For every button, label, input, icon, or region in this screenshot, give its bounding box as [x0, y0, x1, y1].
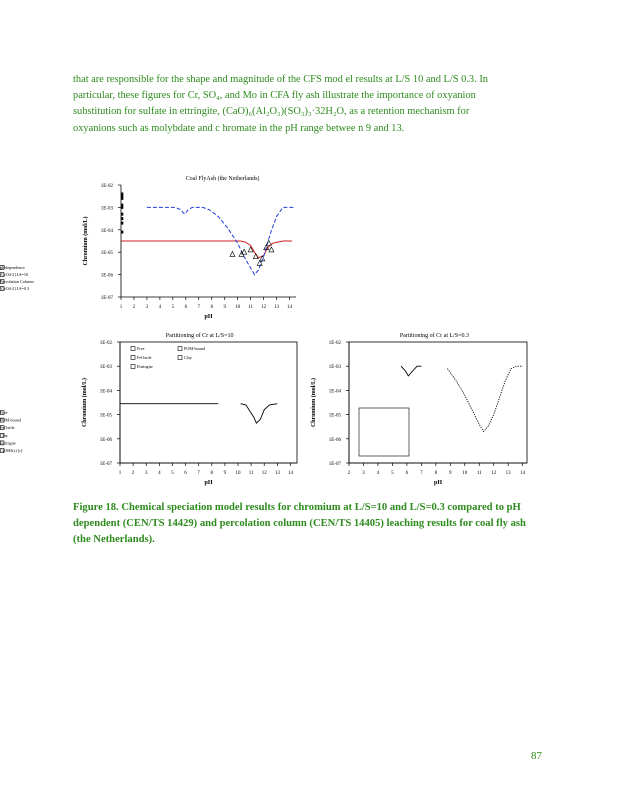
x-tick-label: 12: [261, 305, 267, 310]
legend-label: FeOxide: [0, 425, 15, 431]
y-tick-label: 1E-05: [100, 251, 113, 257]
y-tick-label: 1E-04: [100, 228, 113, 234]
data-point-ph-dependence: [121, 222, 123, 225]
y-tick-label: 1E-07: [99, 462, 112, 467]
data-point-ph-dependence: [121, 217, 123, 220]
legend-label: Free: [137, 346, 145, 351]
series-line: [121, 241, 292, 258]
legend-label: [CrO4-2] LS=10: [0, 272, 29, 277]
y-tick-label: 1E-05: [99, 413, 112, 419]
y-tick-label: 1E-02: [99, 341, 112, 346]
legend-label: Clay: [184, 355, 192, 360]
x-tick-label: 10: [462, 471, 468, 476]
x-tick-label: 14: [287, 305, 293, 310]
y-tick-label: 1E-06: [100, 273, 113, 279]
x-tick-label: 3: [362, 471, 365, 476]
x-tick-label: 8: [434, 471, 438, 476]
legend-label: Clay: [0, 432, 8, 438]
plot-frame: [120, 342, 297, 463]
series-line: [241, 404, 278, 423]
chart-title: Partitioning of Cr at L/S=10: [165, 333, 234, 339]
x-tick-label: 11: [248, 471, 254, 476]
y-tick-label: 1E-07: [328, 462, 341, 467]
x-tick-label: 7: [420, 471, 423, 476]
legend-marker: [178, 347, 182, 351]
legend-label: POM-bound: [0, 417, 21, 423]
x-tick-label: 3: [145, 305, 149, 310]
x-tick-label: 13: [274, 471, 280, 476]
legend-label: Ettringite: [0, 440, 16, 446]
x-tick-label: 3: [144, 471, 148, 476]
x-tick-label: 13: [274, 305, 280, 310]
y-tick-label: 1E-03: [100, 206, 113, 212]
legend-frame: [359, 408, 409, 456]
legend-label: CrOH3(s) [c]: [0, 448, 23, 453]
legend-label: Free: [0, 410, 8, 415]
x-tick-label: 5: [171, 471, 174, 476]
caption-line: dependent (CEN/TS 14429) and percolation column (CEN/TS 14405) leaching results for coal fly ash: [73, 518, 526, 529]
x-tick-label: 6: [184, 305, 188, 310]
x-tick-label: 4: [158, 471, 161, 476]
y-tick-label: 1E-02: [328, 341, 341, 346]
x-tick-label: 1: [118, 471, 122, 476]
y-tick-label: 1E-05: [328, 413, 341, 419]
x-tick-label: 11: [248, 305, 254, 310]
legend-label: POM-bound: [184, 346, 205, 351]
x-tick-label: 13: [505, 471, 511, 476]
y-tick-label: 1E-06: [99, 437, 112, 443]
caption-line: (the Netherlands).: [73, 534, 155, 545]
series-line: [401, 366, 421, 376]
x-axis-label: pH: [433, 480, 443, 486]
legend-marker: [131, 365, 135, 369]
chart-title: Partitioning of Cr at L/S=0.3: [399, 333, 470, 339]
paragraph-line: particular, these figures for Cr, SO₄, and Mo in CFA fly ash illustrate the importance of oxyanion: [73, 90, 476, 102]
data-point-ph-dependence: [121, 231, 123, 234]
x-tick-label: 5: [391, 471, 394, 476]
x-tick-label: 5: [171, 305, 175, 310]
paragraph-line: that are responsible for the shape and magnitude of the CFS mod el results at L/S 10 and L/S 0.3. In: [73, 74, 488, 85]
data-point-percolation: [230, 251, 235, 256]
y-tick-label: 1E-03: [99, 365, 112, 371]
y-tick-label: 1E-06: [328, 437, 341, 443]
x-axis-label: pH: [204, 314, 213, 320]
x-tick-label: 9: [223, 471, 227, 476]
x-tick-label: 12: [261, 471, 267, 476]
y-axis-label: Chromium (mol/L): [311, 377, 317, 428]
x-tick-label: 11: [476, 471, 482, 476]
figure-caption: [73, 500, 543, 548]
legend-marker: [131, 347, 135, 351]
x-tick-label: 10: [235, 305, 241, 310]
legend-label: pHdependence: [0, 265, 25, 270]
chart-coal-fly-ash: [0, 175, 296, 320]
legend: [0, 265, 35, 291]
x-tick-label: 14: [287, 471, 293, 476]
chart-title: Coal FlyAsh (the Netherlands): [185, 176, 260, 182]
y-tick-label: 1E-02: [100, 184, 113, 189]
legend-label: [CrO4-2] LS=0.3: [0, 286, 30, 291]
x-tick-label: 1: [119, 305, 123, 310]
chart-partitioning-ls10: [81, 332, 297, 486]
series-line: [447, 366, 522, 431]
legend: [0, 408, 409, 456]
page-number: 87: [531, 750, 542, 762]
data-point-ph-dependence: [121, 197, 123, 200]
x-tick-label: 8: [210, 471, 214, 476]
legend-label: FeOxide: [137, 355, 152, 360]
legend-marker: [131, 356, 135, 360]
x-tick-label: 9: [223, 305, 226, 310]
x-tick-label: 2: [132, 305, 136, 310]
x-tick-label: 6: [405, 471, 409, 476]
legend-label: Ettringite: [137, 364, 153, 369]
data-point-percolation: [269, 247, 274, 252]
x-axis-label: pH: [204, 480, 213, 486]
legend: [131, 346, 206, 369]
x-tick-label: 10: [235, 471, 241, 476]
data-point-ph-dependence: [121, 213, 123, 216]
y-tick-label: 1E-04: [99, 389, 112, 395]
x-tick-label: 4: [158, 305, 162, 310]
y-tick-label: 1E-04: [328, 389, 341, 395]
x-tick-label: 14: [520, 471, 526, 476]
caption-line: Figure 18. Chemical speciation model results for chromium at L/S=10 and L/S=0.3 compared to pH: [73, 502, 521, 513]
x-tick-label: 9: [449, 471, 452, 476]
y-tick-label: 1E-03: [328, 365, 341, 371]
y-axis-label: Chromium (mol/L): [83, 216, 89, 266]
data-point-ph-dependence: [121, 206, 123, 209]
legend-label: Percolation Column: [0, 279, 34, 284]
y-tick-label: 1E-07: [100, 296, 113, 301]
x-tick-label: 6: [184, 471, 187, 476]
x-tick-label: 12: [491, 471, 497, 476]
y-axis-label: Chromium (mol/L): [82, 377, 88, 428]
paragraph-line: oxyanions such as molybdate and c hromate in the pH range betwee n 9 and 13.: [73, 122, 405, 134]
x-tick-label: 7: [197, 305, 201, 310]
x-tick-label: 4: [376, 471, 380, 476]
paragraph-line: substitution for sulfate in ettringite, (CaO)₆(Al₂O₃)(SO₃)₃·32H₂O, as a retention mechanism for: [73, 106, 470, 118]
x-tick-label: 2: [131, 471, 135, 476]
x-tick-label: 8: [210, 305, 213, 310]
x-tick-label: 2: [347, 471, 351, 476]
legend-marker: [178, 356, 182, 360]
x-tick-label: 7: [197, 471, 200, 476]
